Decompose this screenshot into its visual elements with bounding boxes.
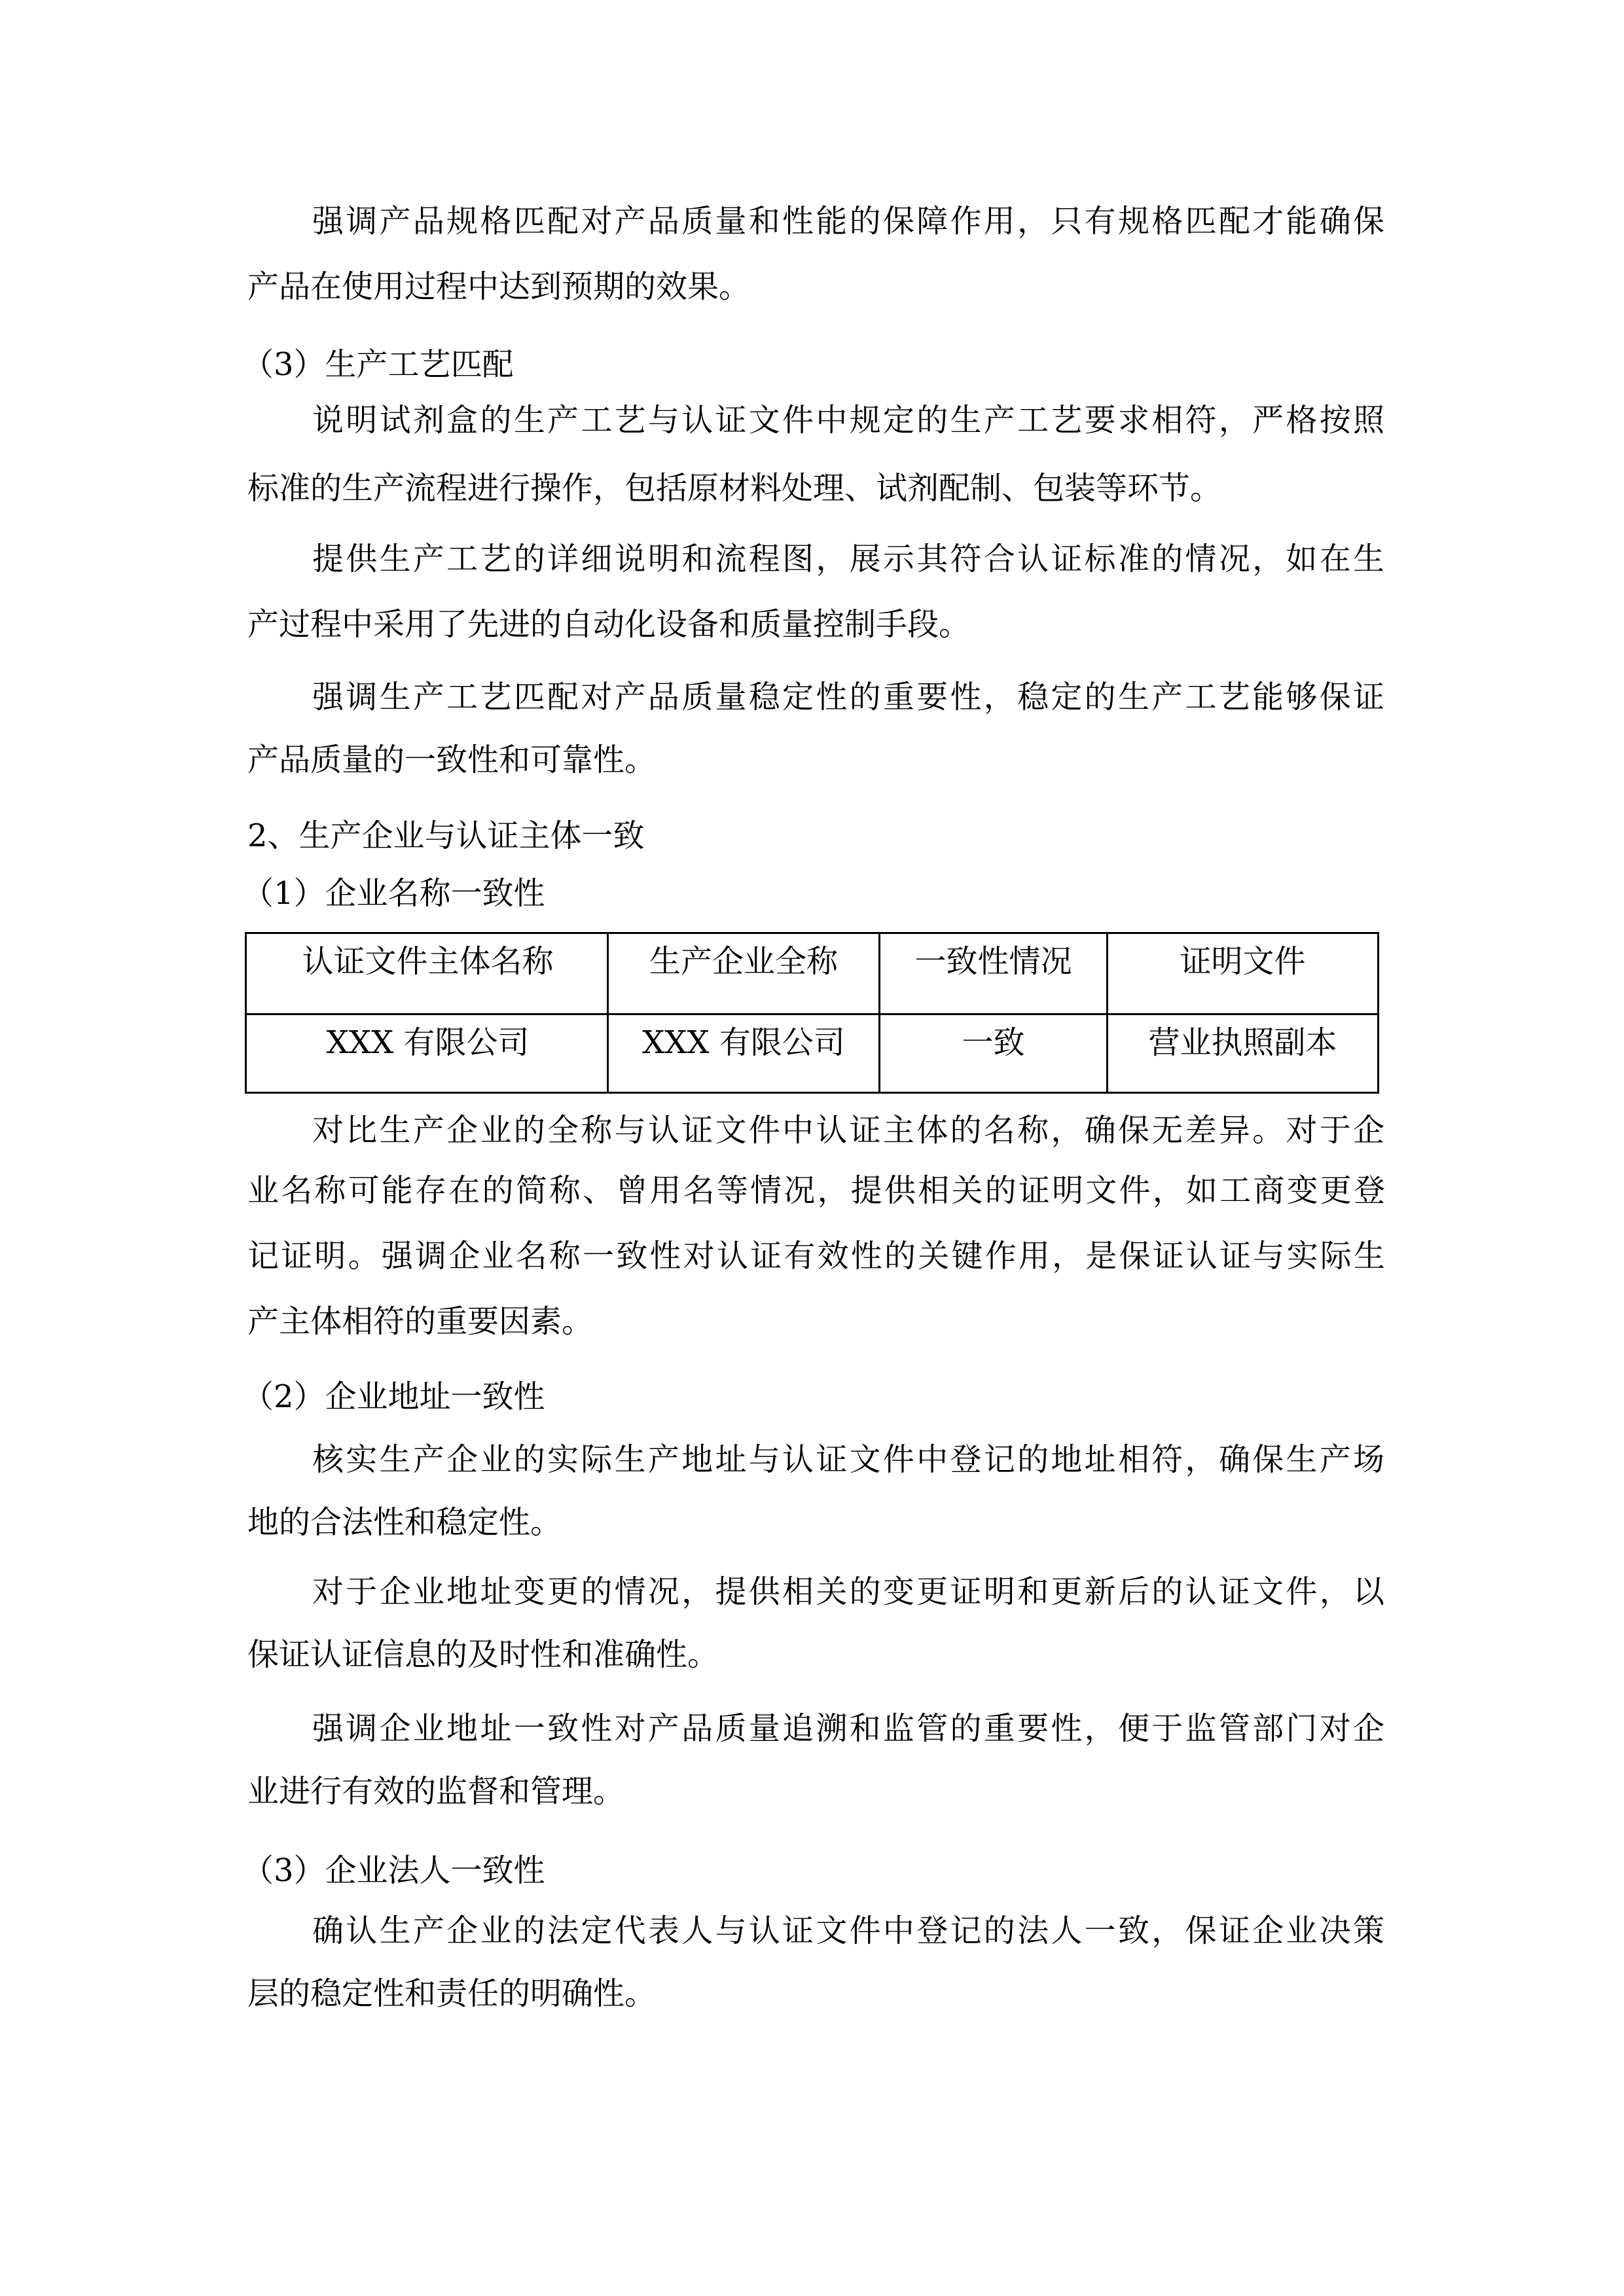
subsection-heading: （1）企业名称一致性 — [242, 875, 545, 912]
company-name-table — [245, 932, 1379, 1094]
paragraph-line: 强调企业地址一致性对产品质量追溯和监管的重要性，便于监管部门对企 — [312, 1710, 1384, 1747]
table-header-cell: 一致性情况 — [914, 943, 1072, 980]
paragraph-line: 标准的生产流程进行操作，包括原材料处理、试剂配制、包装等环节。 — [247, 470, 1222, 507]
paragraph-line: 提供生产工艺的详细说明和流程图，展示其符合认证标准的情况，如在生 — [312, 541, 1384, 577]
paragraph-line: 业进行有效的监督和管理。 — [247, 1773, 625, 1810]
table-cell: 一致 — [962, 1024, 1025, 1061]
table-cell: 营业执照副本 — [1148, 1024, 1337, 1061]
subsection-heading: （3）企业法人一致性 — [242, 1852, 545, 1889]
table-header-cell: 证明文件 — [1180, 943, 1306, 980]
section-title: 2、生产企业与认证主体一致 — [247, 817, 645, 854]
paragraph-line: 对比生产企业的全称与认证文件中认证主体的名称，确保无差异。对于企 — [312, 1112, 1384, 1149]
paragraph-line: 业名称可能存在的简称、曾用名等情况，提供相关的证明文件，如工商变更登 — [247, 1172, 1385, 1209]
paragraph-line: 层的稳定性和责任的明确性。 — [247, 1975, 657, 2012]
table-cell: XXX 有限公司 — [326, 1024, 530, 1061]
table-header-cell: 认证文件主体名称 — [302, 943, 554, 980]
paragraph-line: 保证认证信息的及时性和准确性。 — [247, 1636, 719, 1673]
table-cell: XXX 有限公司 — [642, 1024, 845, 1061]
paragraph-line: 产过程中采用了先进的自动化设备和质量控制手段。 — [247, 606, 971, 643]
paragraph-line: 产品在使用过程中达到预期的效果。 — [247, 268, 751, 305]
paragraph-line: 强调生产工艺匹配对产品质量稳定性的重要性，稳定的生产工艺能够保证 — [312, 679, 1384, 715]
paragraph-line: 产品质量的一致性和可靠性。 — [247, 742, 657, 778]
paragraph-line: 说明试剂盒的生产工艺与认证文件中规定的生产工艺要求相符，严格按照 — [312, 402, 1384, 439]
paragraph-line: 强调产品规格匹配对产品质量和性能的保障作用，只有规格匹配才能确保 — [312, 203, 1384, 240]
paragraph-line: 记证明。强调企业名称一致性对认证有效性的关键作用，是保证认证与实际生 — [247, 1238, 1385, 1274]
paragraph-line: 对于企业地址变更的情况，提供相关的变更证明和更新后的认证文件，以 — [312, 1573, 1384, 1610]
paragraph-line: 核实生产企业的实际生产地址与认证文件中登记的地址相符，确保生产场 — [312, 1441, 1384, 1478]
table-header-cell: 生产企业全称 — [649, 943, 838, 980]
subsection-heading: （2）企业地址一致性 — [242, 1378, 545, 1415]
section-heading: （3）生产工艺匹配 — [242, 346, 514, 383]
paragraph-line: 产主体相符的重要因素。 — [247, 1303, 594, 1340]
paragraph-line: 确认生产企业的法定代表人与认证文件中登记的法人一致，保证企业决策 — [312, 1912, 1384, 1949]
paragraph-line: 地的合法性和稳定性。 — [247, 1504, 562, 1541]
